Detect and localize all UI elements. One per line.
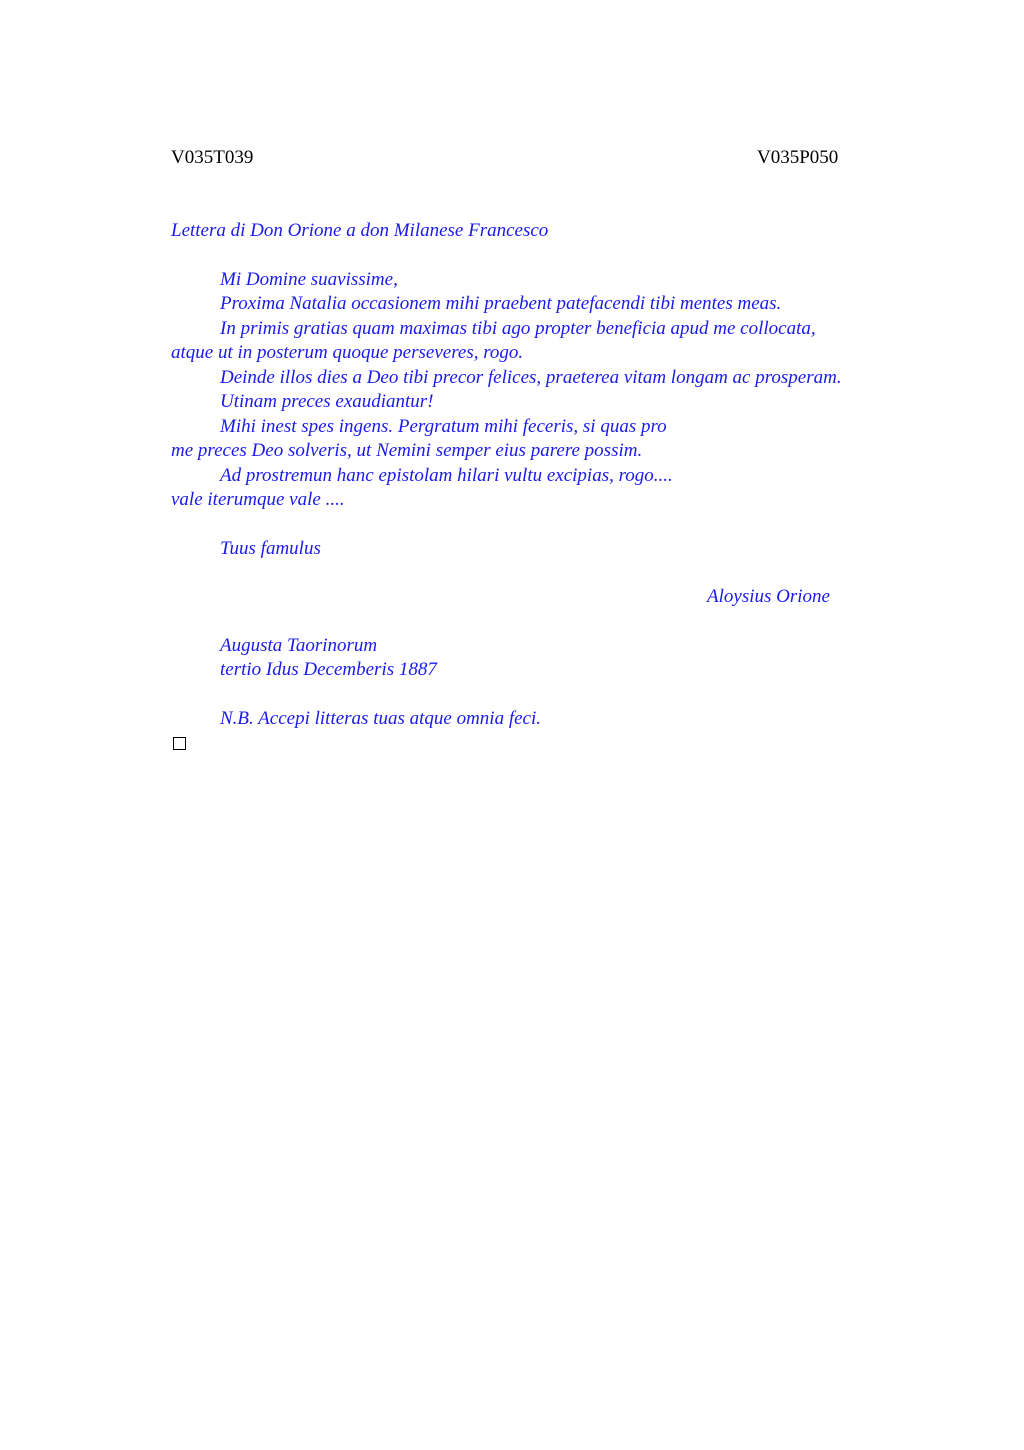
letter-line: Mihi inest spes ingens. Pergratum mihi feceris, si quas pro <box>220 415 667 437</box>
spacer <box>171 513 931 537</box>
spacer <box>171 610 931 634</box>
closing: Tuus famulus <box>220 537 321 559</box>
letter-line: Deinde illos dies a Deo tibi precor felices, praeterea vitam longam ac prosperam. <box>220 366 842 388</box>
spacer <box>171 683 931 707</box>
spacer <box>171 244 931 268</box>
postscript-note: N.B. Accepi litteras tuas atque omnia feci. <box>220 707 542 729</box>
square-outline-icon <box>173 737 186 750</box>
signature: Aloysius Orione <box>707 586 830 607</box>
letter-line: Proxima Natalia occasionem mihi praebent patefacendi tibi mentes meas. <box>220 293 782 314</box>
letter-line: In primis gratias quam maximas tibi ago propter beneficia apud me collocata, <box>220 317 816 339</box>
letter-line: me preces Deo solveris, ut Nemini semper eius parere possim. <box>171 440 643 461</box>
salutation: Mi Domine suavissime, <box>220 268 398 290</box>
letter-line: Ad prostremun hanc epistolam hilari vultu excipias, rogo.... <box>220 464 673 486</box>
date: tertio Idus Decemberis 1887 <box>220 659 437 680</box>
letter-line: atque ut in posterum quoque perseveres, rogo. <box>171 342 524 363</box>
letter-title: Lettera di Don Orione a don Milanese Francesco <box>171 220 549 241</box>
document-code-left: V035T039 <box>171 147 254 168</box>
letter-body <box>171 219 931 731</box>
page-code-right: V035P050 <box>757 147 839 168</box>
place: Augusta Taorinorum <box>220 634 378 656</box>
spacer <box>171 561 931 585</box>
letter-line: vale iterumque vale .... <box>171 489 345 510</box>
letter-line: Utinam preces exaudiantur! <box>220 391 434 412</box>
